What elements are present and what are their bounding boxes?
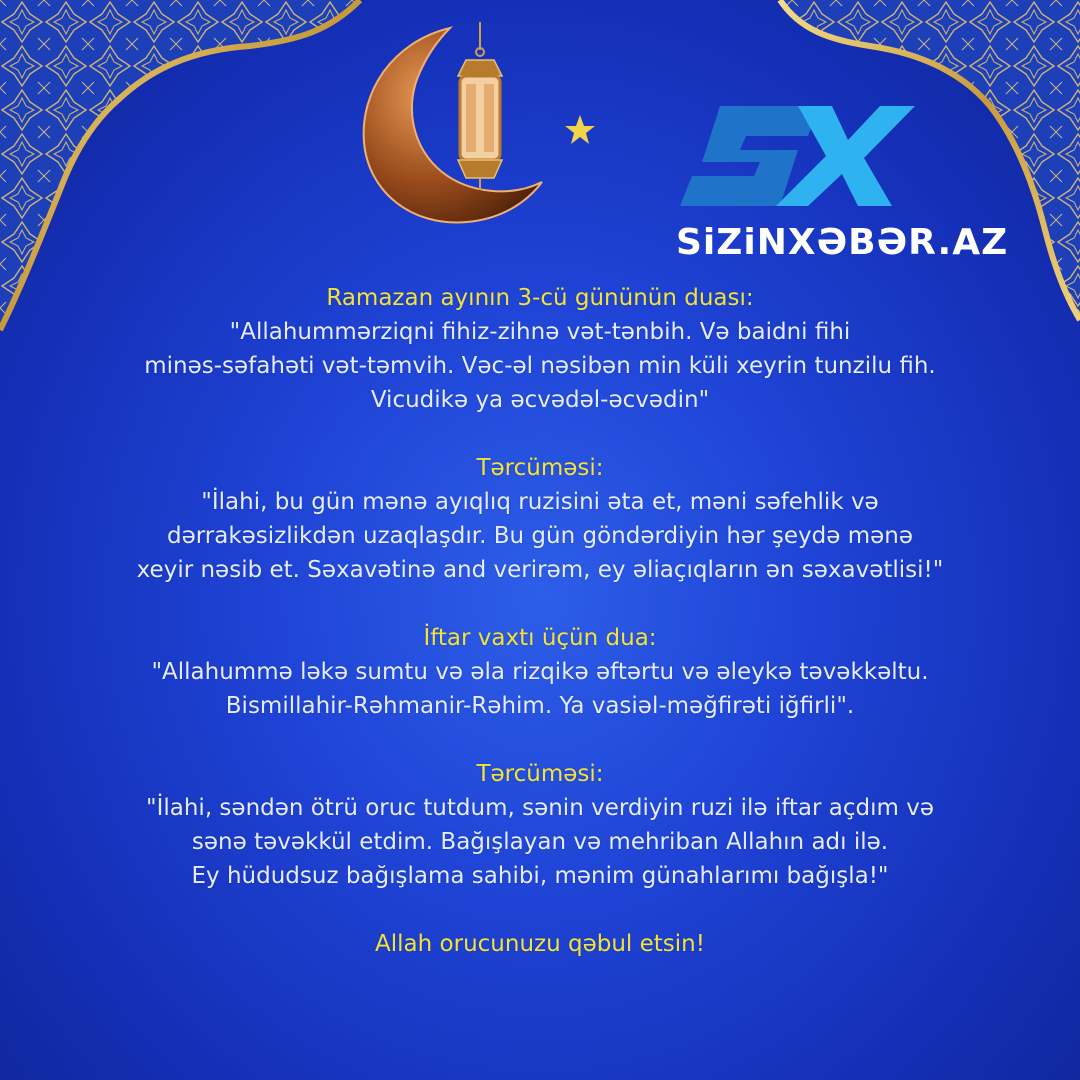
translation-line: xeyir nəsib et. Səxavətinə and verirəm, ey əliaçıqların ən səxavətlisi!" — [136, 557, 944, 583]
star-icon — [562, 112, 598, 148]
iftar-line: "Allahummə ləkə sumtu və əla rizqikə əftərtu və əleykə təvəkkəltu. — [151, 659, 929, 685]
iftar-translation-heading: Tərcüməsi: — [476, 761, 604, 787]
dua-day-heading: Ramazan ayının 3-cü gününün duası: — [326, 285, 754, 311]
dua-day-line: minəs-səfahəti vət-təmvih. Vəc-əl nəsibən min küli xeyrin tunzilu fih. — [144, 353, 936, 379]
translation-line: "İlahi, bu gün mənə ayıqlıq ruzisini əta et, məni səfehlik və — [201, 489, 879, 515]
content-block — [60, 281, 1020, 961]
dua-day-line: "Allahummərziqni fihiz-zihnə vət-tənbih. Və baidni fihi — [229, 319, 851, 345]
translation-line: dərrakəsizlikdən uzaqlaşdır. Bu gün göndərdiyin hər şeydə mənə — [166, 523, 914, 549]
closing-blessing: Allah orucunuzu qəbul etsin! — [375, 931, 705, 957]
site-name: SiZiNXƏBƏR.AZ — [676, 222, 1009, 263]
iftar-translation-line: sənə təvəkkül etdim. Bağışlayan və mehriban Allahın adı ilə. — [191, 829, 889, 855]
dua-day-section — [60, 281, 1020, 417]
site-logo — [680, 96, 915, 226]
dua-day-translation-section — [60, 451, 1020, 587]
iftar-translation-section — [60, 757, 1020, 893]
iftar-translation-line: Ey hüdudsuz bağışlama sahibi, mənim günahlarımı bağışla!" — [191, 863, 889, 889]
iftar-heading: İftar vaxtı üçün dua: — [423, 625, 657, 651]
translation-heading: Tərcüməsi: — [476, 455, 604, 481]
iftar-section — [60, 621, 1020, 723]
iftar-line: Bismillahir-Rəhmanir-Rəhim. Ya vasiəl-məğfirəti iğfirli". — [225, 693, 855, 719]
crescent-moon-icon — [352, 22, 572, 232]
lantern-icon — [458, 22, 502, 190]
dua-day-line: Vicudikə ya əcvədəl-əcvədin" — [370, 387, 710, 413]
iftar-translation-line: "İlahi, səndən ötrü oruc tutdum, sənin verdiyin ruzi ilə iftar açdım və — [146, 795, 934, 821]
